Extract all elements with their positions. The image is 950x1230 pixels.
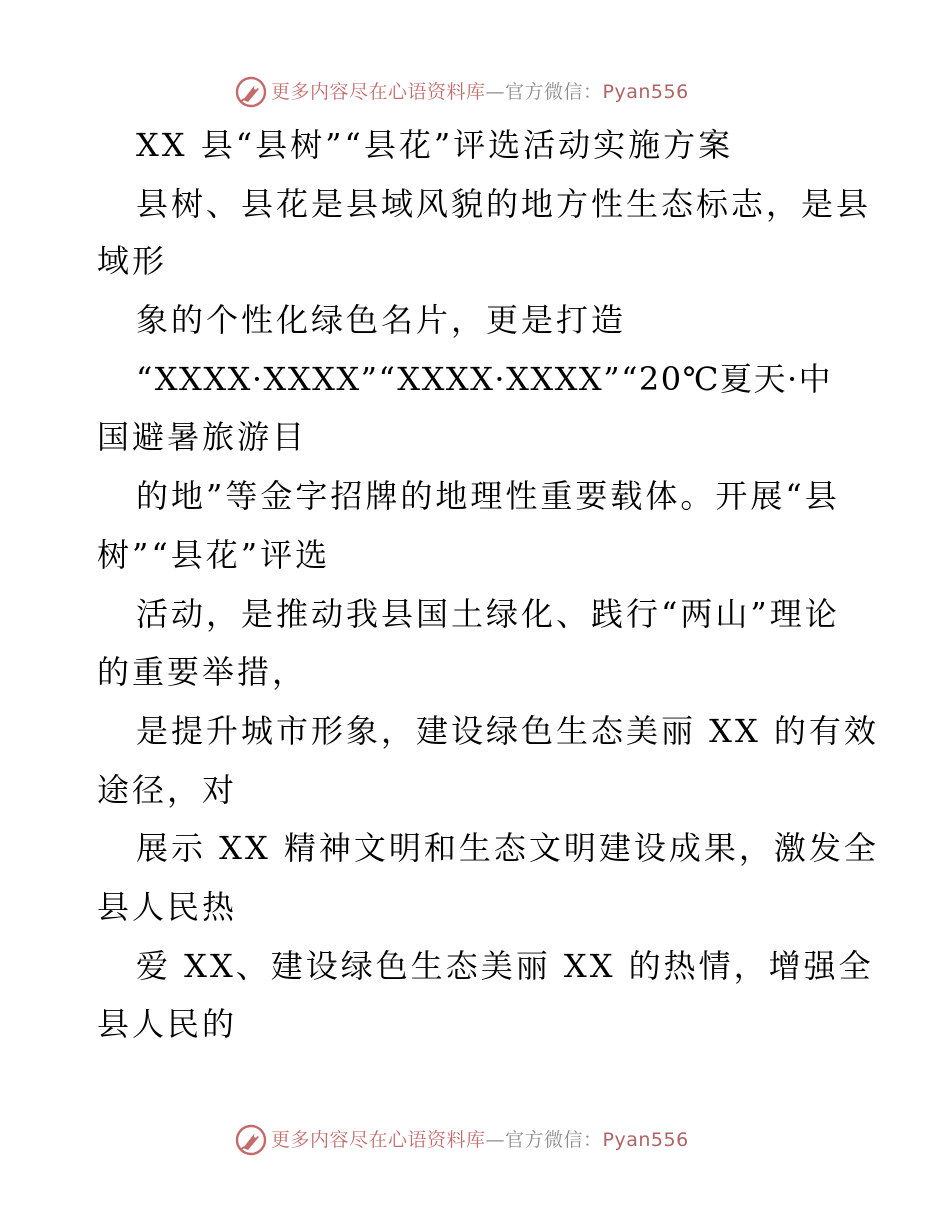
text-line: 县人民的 [97,1005,238,1043]
header-watermark [0,72,950,112]
text-line: 国避暑旅游目 [97,418,308,456]
document-title: XX 县“县树”“县花”评选活动实施方案 [136,126,734,164]
text-line: 是提升城市形象，建设绿色生态美丽 XX 的有效 [136,712,879,750]
watermark-text [271,80,689,104]
watermark-contact-id: Pyan556 [602,1129,689,1151]
watermark-text [271,1128,689,1152]
pen-nib-seal-icon [234,75,268,109]
text-line: 的地”等金字招牌的地理性重要载体。开展“县 [136,477,840,515]
text-line: 活动，是推动我县国土绿化、践行“两山”理论 [136,595,840,633]
text-line: 展示 XX 精神文明和生态文明建设成果，激发全 [136,829,879,867]
text-line: 县人民热 [97,888,238,926]
text-line: 象的个性化绿色名片，更是打造 [136,301,627,339]
watermark-contact-label: 官方微信： [505,1129,603,1151]
watermark-site-text: 更多内容尽在心语资料库 [271,81,486,103]
text-line: “XXXX·XXXX”“XXXX·XXXX”“20℃夏天·中 [136,360,833,398]
pen-nib-seal-icon [234,1123,268,1157]
watermark-dash: — [485,81,506,103]
text-line: 爱 XX、建设绿色生态美丽 XX 的热情，增强全 [136,947,874,985]
text-line: 县树、县花是县域风貌的地方性生态标志，是县 [136,185,872,223]
watermark-contact-label: 官方微信： [505,81,603,103]
footer-watermark [0,1120,950,1160]
text-line: 树”“县花”评选 [97,536,331,574]
text-line: 途径，对 [97,771,238,809]
watermark-site-text: 更多内容尽在心语资料库 [271,1129,486,1151]
text-line: 域形 [97,242,168,280]
watermark-dash: — [485,1129,506,1151]
watermark-contact-id: Pyan556 [602,81,689,103]
text-line: 的重要举措， [97,653,308,691]
